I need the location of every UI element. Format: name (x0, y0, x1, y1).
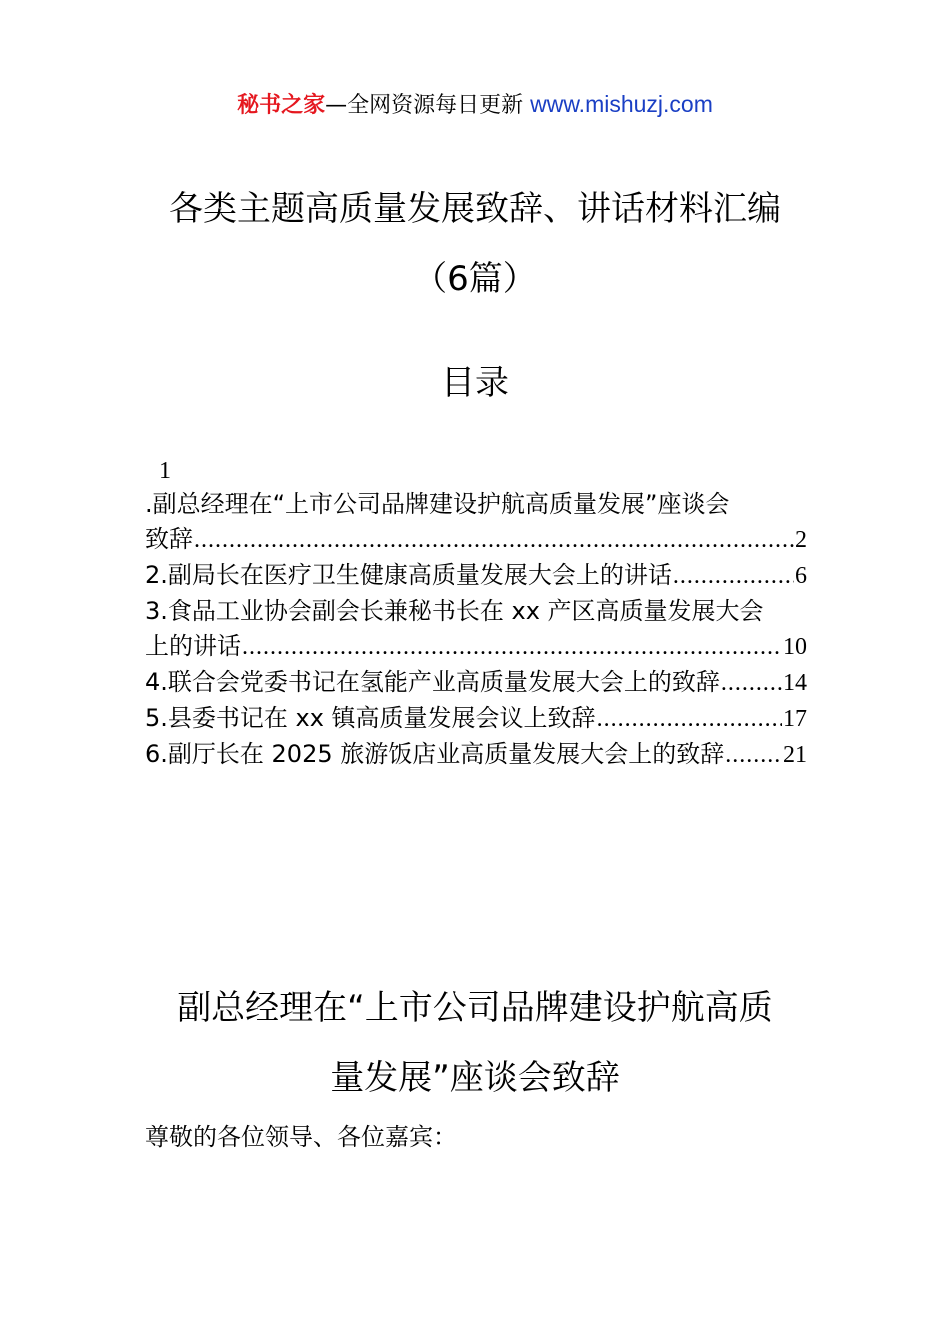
toc-item-1-line1[interactable]: .副总经理在“上市公司品牌建设护航高质量发展”座谈会 (145, 490, 730, 518)
toc-item-4[interactable] (145, 665, 807, 701)
toc-item-2-label: 2.副局长在医疗卫生健康高质量发展大会上的讲话 (145, 561, 672, 589)
toc-item-5-label: 5.县委书记在 xx 镇高质量发展会议上致辞 (145, 704, 596, 732)
article-title-line2: 量发展”座谈会致辞 (330, 1058, 620, 1098)
toc-item-4-label: 4.联合会党委书记在氢能产业高质量发展大会上的致辞 (145, 668, 720, 696)
toc-item-1[interactable] (145, 522, 807, 558)
toc-item-1-number: 1 (159, 458, 171, 484)
toc-item-5[interactable] (145, 701, 807, 737)
article-title-line1: 副总经理在“上市公司品牌建设护航高质 (177, 988, 773, 1028)
banner-tagline: —全网资源每日更新 (325, 93, 524, 118)
toc-leader-dots (673, 559, 794, 594)
toc-item-3-line2: 上的讲话 (145, 632, 241, 660)
toc-item-6[interactable] (145, 737, 807, 773)
toc-item-6-page: 21 (783, 742, 807, 768)
site-url-link[interactable]: www.mishuzj.com (530, 91, 713, 117)
article-greeting: 尊敬的各位领导、各位嘉宾： (145, 1123, 457, 1151)
toc-leader-dots (242, 630, 782, 665)
toc-heading: 目录 (441, 363, 509, 403)
toc-leader-dots (721, 666, 782, 701)
toc-leader-dots (597, 702, 782, 737)
toc-item-1-line2: 致辞 (145, 525, 193, 553)
toc-item-3[interactable] (145, 629, 807, 665)
toc-item-4-page: 14 (783, 670, 807, 696)
toc-item-3-line1[interactable]: 3.食品工业协会副会长兼秘书长在 xx 产区高质量发展大会 (145, 597, 764, 625)
toc-item-2-page: 6 (795, 563, 807, 589)
toc-item-5-page: 17 (783, 706, 807, 732)
document-title: 各类主题高质量发展致辞、讲话材料汇编 (169, 189, 781, 229)
toc-item-6-label: 6.副厅长在 2025 旅游饭店业高质量发展大会上的致辞 (145, 740, 725, 768)
toc-leader-dots (194, 523, 794, 558)
toc-item-2[interactable] (145, 558, 807, 594)
table-of-contents (145, 455, 807, 773)
brand-name: 秘书之家 (237, 93, 326, 118)
document-subtitle: （6篇） (413, 259, 537, 299)
site-banner (0, 88, 950, 122)
toc-item-1-page: 2 (795, 527, 807, 553)
toc-item-3-page: 10 (783, 634, 807, 660)
toc-leader-dots (725, 738, 782, 773)
